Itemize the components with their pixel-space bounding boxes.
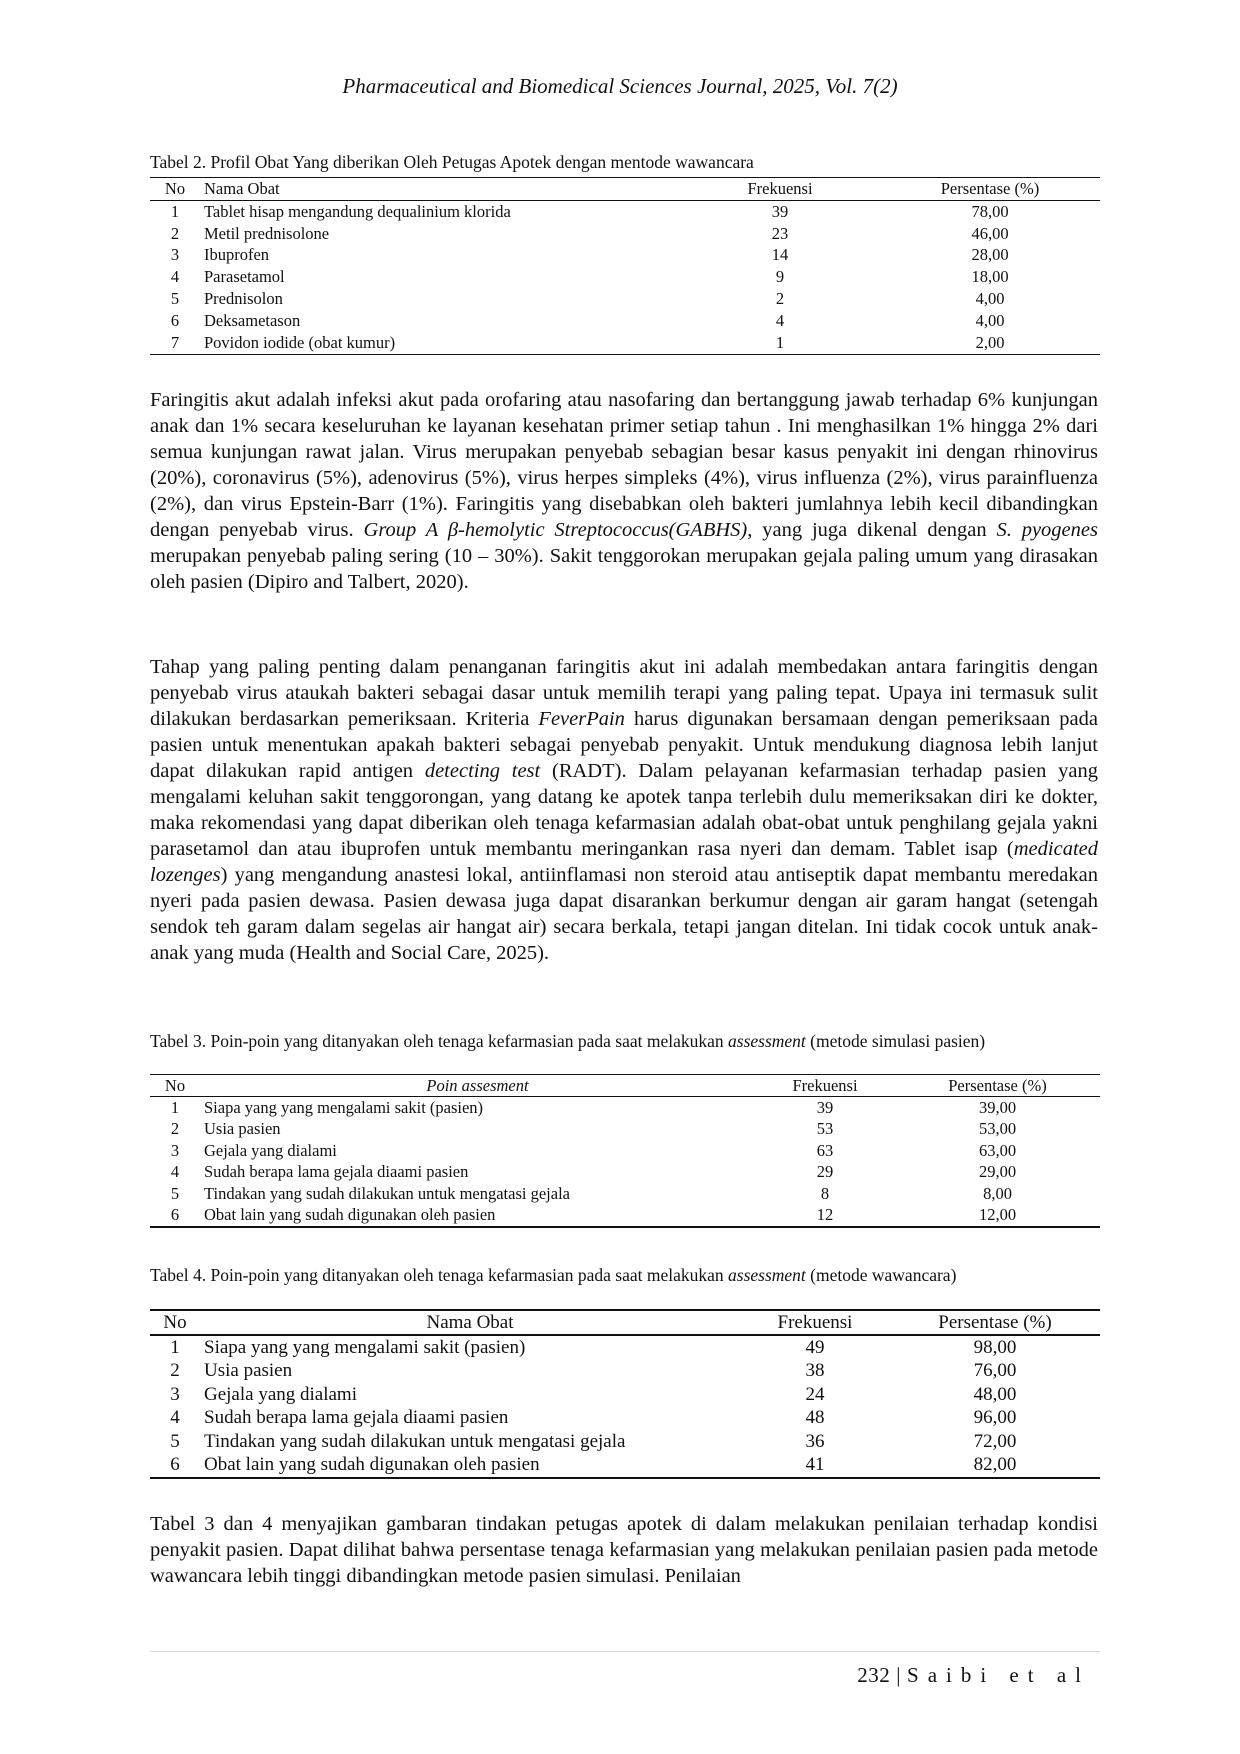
tabel2-cell-frek: 39: [771, 201, 789, 221]
table4: [150, 1309, 1100, 1479]
table3-header-row: [150, 1075, 1100, 1097]
tabel4-cell-persen: 72,00: [973, 1430, 1017, 1452]
tabel2-cell-no: 3: [170, 245, 180, 265]
para1-italic-gabhs: Group A β-hemolytic Streptococcus(GABHS): [363, 519, 748, 541]
table2-header-row: [150, 178, 1100, 201]
table-row: [150, 1335, 1100, 1360]
para2-text-2: harus digunakan bersamaan dengan pemeriksaan pada pasien untuk menentukan apakah bakteri sebagai penyebab penyakit. Untuk mendukung diagnosa lebih lanjut dapat dilakukan rapid antigen: [150, 708, 1098, 782]
tabel4-cell-nama: Usia pasien: [204, 1360, 293, 1382]
tabel2-cell-no: 6: [170, 310, 180, 330]
tabel3-cell-persen: 63,00: [978, 1140, 1017, 1160]
tabel2-cell-frek: 1: [775, 332, 785, 352]
footer-divider: [150, 1651, 1100, 1652]
table-row: [150, 1454, 1100, 1479]
tabel3-cell-poin: Usia pasien: [204, 1119, 281, 1139]
table3-caption: [150, 1031, 1100, 1052]
tabel4-cell-nama: Sudah berapa lama gejala diaami pasien: [204, 1407, 509, 1429]
table2-caption: Tabel 2. Profil Obat Yang diberikan Oleh Petugas Apotek dengan mentode wawancara: [150, 152, 754, 172]
table4-header-persentase: Persentase (%): [890, 1310, 1100, 1335]
tabel3-cell-frek: 53: [816, 1119, 834, 1139]
table4-header-nama: Nama Obat: [200, 1310, 740, 1335]
tabel2-cell-persen: 2,00: [975, 332, 1005, 352]
table3-caption-italic: assessment: [728, 1031, 806, 1051]
table-row: [150, 332, 1100, 354]
tabel4-cell-no: 4: [170, 1407, 180, 1429]
tabel4-cell-persen: 98,00: [973, 1336, 1017, 1358]
tabel4-cell-nama: Tindakan yang sudah dilakukan untuk mengatasi gejala: [204, 1430, 626, 1452]
para1-text-3: merupakan penyebab paling sering (10 – 30%). Sakit tenggorokan merupakan gejala paling umum yang dirasakan oleh pasien (Dipiro and Talbert, 2020).: [150, 545, 1098, 593]
tabel3-cell-no: 5: [170, 1183, 180, 1203]
table3-header-persentase: Persentase (%): [895, 1075, 1100, 1097]
para1-text-1: Faringitis akut adalah infeksi akut pada orofaring atau nasofaring dan bertanggung jawab terhadap 6% kunjungan anak dan 1% secara keseluruhan ke layanan kesehatan primer setiap tahun . Ini menghasilkan 1% hingga 2% dari semua kunjungan rawat jalan. Virus merupakan penyebab sebagian besar kasus penyakit ini dengan rhinovirus (20%), coronavirus (5%), adenovirus (5%), virus herpes simpleks (4%), virus influenza (2%), virus parainfluenza (2%), dan virus Epstein-Barr (1%). Faringitis yang disebabkan oleh bakteri jumlahnya lebih kecil dibandingkan dengan penyebab virus.: [150, 389, 1098, 541]
table2-header-persentase: Persentase (%): [880, 178, 1100, 201]
table-row: [150, 1430, 1100, 1454]
page-number: 232: [857, 1663, 891, 1687]
tabel2-cell-frek: 23: [771, 223, 789, 243]
para1-text-2: , yang juga dikenal dengan: [747, 519, 997, 541]
tabel3-cell-persen: 39,00: [978, 1097, 1017, 1117]
tabel4-cell-nama: Obat lain yang sudah digunakan oleh pasien: [204, 1454, 540, 1476]
tabel4-cell-persen: 96,00: [973, 1407, 1017, 1429]
tabel2-cell-nama: Tablet hisap mengandung dequalinium klorida: [204, 201, 511, 221]
table-row: [150, 201, 1100, 223]
table4-header-row: [150, 1310, 1100, 1335]
table3-caption-text-end: (metode simulasi pasien): [805, 1031, 986, 1051]
tabel2-cell-persen: 4,00: [975, 289, 1005, 309]
table2-header-frekuensi: Frekuensi: [680, 178, 880, 201]
table2-header-nama: Nama Obat: [200, 178, 680, 201]
tabel2-cell-no: 7: [170, 332, 180, 352]
tabel2-cell-no: 1: [170, 201, 180, 221]
tabel3-cell-frek: 8: [820, 1183, 830, 1203]
tabel2-cell-frek: 9: [775, 267, 785, 287]
tabel3-cell-persen: 53,00: [978, 1119, 1017, 1139]
para2-italic-detecting-test: detecting test: [424, 760, 541, 782]
para1-italic-pyogenes: S. pyogenes: [996, 519, 1098, 541]
tabel4-cell-nama: Siapa yang yang mengalami sakit (pasien): [204, 1336, 526, 1358]
table4-header-frekuensi: Frekuensi: [740, 1310, 890, 1335]
table-row: [150, 1140, 1100, 1162]
table4-caption-italic: assessment: [728, 1265, 806, 1285]
para2-text-3: (RADT). Dalam pelayanan kefarmasian terhadap pasien yang mengalami keluhan sakit tenggorongan, yang datang ke apotek tanpa terlebih dulu memeriksakan diri ke dokter, maka rekomendasi yang dapat diberikan oleh tenaga kefarmasian adalah obat-obat untuk penghilang gejala yakni parasetamol dan atau ibuprofen untuk membantu meringankan rasa nyeri dan demam. Tablet isap (: [150, 760, 1098, 860]
tabel4-cell-no: 6: [170, 1454, 180, 1476]
tabel3-cell-frek: 29: [816, 1162, 834, 1182]
tabel4-cell-frek: 24: [805, 1383, 825, 1405]
tabel4-cell-no: 2: [170, 1360, 180, 1382]
tabel4-cell-frek: 38: [805, 1360, 825, 1382]
tabel3-cell-poin: Siapa yang yang mengalami sakit (pasien): [204, 1097, 484, 1117]
table-row: [150, 1205, 1100, 1228]
tabel2-cell-persen: 46,00: [971, 223, 1009, 243]
tabel2-cell-frek: 2: [775, 289, 785, 309]
tabel2-cell-frek: 14: [771, 245, 789, 265]
tabel3-cell-no: 4: [170, 1162, 180, 1182]
journal-header: Pharmaceutical and Biomedical Sciences Journal, 2025, Vol. 7(2): [342, 74, 898, 98]
para2-italic-medicated-lozenges: medicated lozenges: [150, 838, 1098, 886]
table-row: [150, 1162, 1100, 1184]
tabel3-cell-poin: Obat lain yang sudah digunakan oleh pasien: [204, 1205, 496, 1225]
tabel4-cell-frek: 49: [805, 1336, 825, 1358]
tabel4-cell-no: 3: [170, 1383, 180, 1405]
tabel3-cell-frek: 63: [816, 1140, 834, 1160]
tabel4-cell-frek: 41: [805, 1454, 825, 1476]
para2-italic-feverpain: FeverPain: [538, 708, 625, 730]
table-row: [150, 245, 1100, 267]
tabel3-cell-poin: Tindakan yang sudah dilakukan untuk mengatasi gejala: [204, 1183, 570, 1203]
table-row: [150, 1119, 1100, 1141]
table4-caption: [150, 1265, 1100, 1286]
tabel4-cell-persen: 48,00: [973, 1383, 1017, 1405]
tabel2-cell-no: 2: [170, 223, 180, 243]
tabel3-cell-persen: 8,00: [983, 1183, 1012, 1203]
tabel2-cell-no: 5: [170, 289, 180, 309]
table3-caption-text: Tabel 3. Poin-poin yang ditanyakan oleh tenaga kefarmasian pada saat melakukan: [150, 1031, 729, 1051]
tabel3-cell-frek: 12: [816, 1205, 834, 1225]
table3: [150, 1074, 1100, 1228]
tabel3-cell-persen: 29,00: [978, 1162, 1017, 1182]
table-row: [150, 266, 1100, 288]
table-row: [150, 1360, 1100, 1384]
tabel4-cell-no: 5: [170, 1430, 180, 1452]
paragraph-tabel-3-dan-4: Tabel 3 dan 4 menyajikan gambaran tindakan petugas apotek di dalam melakukan penilaian terhadap kondisi penyakit pasien. Dapat dilihat bahwa persentase tenaga kefarmasian yang melakukan penilaian pasien pada metode wawancara lebih tinggi dibandingkan metode pasien simulasi. Penilaian: [150, 1513, 1098, 1587]
footer-author: Saibi et al: [907, 1663, 1090, 1687]
tabel3-cell-poin: Gejala yang dialami: [204, 1140, 337, 1160]
table3-header-frekuensi: Frekuensi: [755, 1075, 895, 1097]
tabel3-cell-frek: 39: [816, 1097, 834, 1117]
table-row: [150, 1383, 1100, 1407]
page-footer: [857, 1663, 1090, 1688]
table-row: [150, 310, 1100, 332]
para2-text-4: ) yang mengandung anastesi lokal, antiinflamasi non steroid atau antiseptik dapat membantu meredakan nyeri pada pasien dewasa. Pasien dewasa juga dapat disarankan berkumur dengan air garam hangat (setengah sendok teh garam dalam segelas air hangat air) secara berkala, tetapi jangan ditelan. Ini tidak cocok untuk anak-anak yang muda (Health and Social Care, 2025).: [150, 864, 1098, 964]
tabel3-cell-no: 6: [170, 1205, 180, 1225]
tabel3-cell-no: 1: [170, 1097, 180, 1117]
table-row: [150, 223, 1100, 245]
table-row: [150, 1407, 1100, 1431]
footer-separator: |: [896, 1663, 902, 1687]
tabel2-cell-nama: Deksametason: [204, 310, 301, 330]
tabel4-cell-persen: 76,00: [973, 1360, 1017, 1382]
tabel2-cell-persen: 78,00: [971, 201, 1009, 221]
tabel2-cell-nama: Parasetamol: [204, 267, 285, 287]
tabel4-cell-frek: 48: [805, 1407, 825, 1429]
table3-header-poin: Poin assesment: [200, 1075, 755, 1097]
tabel2-cell-nama: Prednisolon: [204, 289, 283, 309]
table-row: [150, 1183, 1100, 1205]
tabel3-cell-persen: 12,00: [978, 1205, 1017, 1225]
tabel2-cell-persen: 18,00: [971, 267, 1009, 287]
tabel2-cell-nama: Ibuprofen: [204, 245, 270, 265]
table4-caption-text: Tabel 4. Poin-poin yang ditanyakan oleh tenaga kefarmasian pada saat melakukan: [150, 1265, 729, 1285]
table2-header-no: No: [150, 178, 200, 201]
tabel4-cell-no: 1: [170, 1336, 180, 1358]
tabel4-cell-nama: Gejala yang dialami: [204, 1383, 357, 1405]
tabel2-cell-persen: 28,00: [971, 245, 1009, 265]
tabel3-cell-no: 3: [170, 1140, 180, 1160]
tabel4-cell-frek: 36: [805, 1430, 825, 1452]
tabel2-cell-nama: Metil prednisolone: [204, 223, 330, 243]
tabel2-cell-frek: 4: [775, 310, 785, 330]
table-row: [150, 1097, 1100, 1119]
tabel4-cell-persen: 82,00: [973, 1454, 1017, 1476]
para2-text-1: Tahap yang paling penting dalam penanganan faringitis akut ini adalah membedakan antara faringitis dengan penyebab virus ataukah bakteri sebagai dasar untuk memilih terapi yang paling tepat. Upaya ini termasuk sulit dilakukan berdasarkan pemeriksaan. Kriteria: [150, 656, 1098, 730]
table-row: [150, 288, 1100, 310]
tabel2-cell-no: 4: [170, 267, 180, 287]
tabel2-cell-nama: Povidon iodide (obat kumur): [204, 332, 396, 352]
tabel3-cell-no: 2: [170, 1119, 180, 1139]
tabel2-cell-persen: 4,00: [975, 310, 1005, 330]
table3-header-no: No: [150, 1075, 200, 1097]
table2: [150, 177, 1100, 355]
table4-header-no: No: [150, 1310, 200, 1335]
paragraph-faringitis-akut: [150, 387, 1098, 595]
paragraph-penanganan-faringitis: [150, 654, 1098, 966]
tabel3-cell-poin: Sudah berapa lama gejala diaami pasien: [204, 1162, 469, 1182]
table4-caption-text-end: (metode wawancara): [805, 1265, 957, 1285]
